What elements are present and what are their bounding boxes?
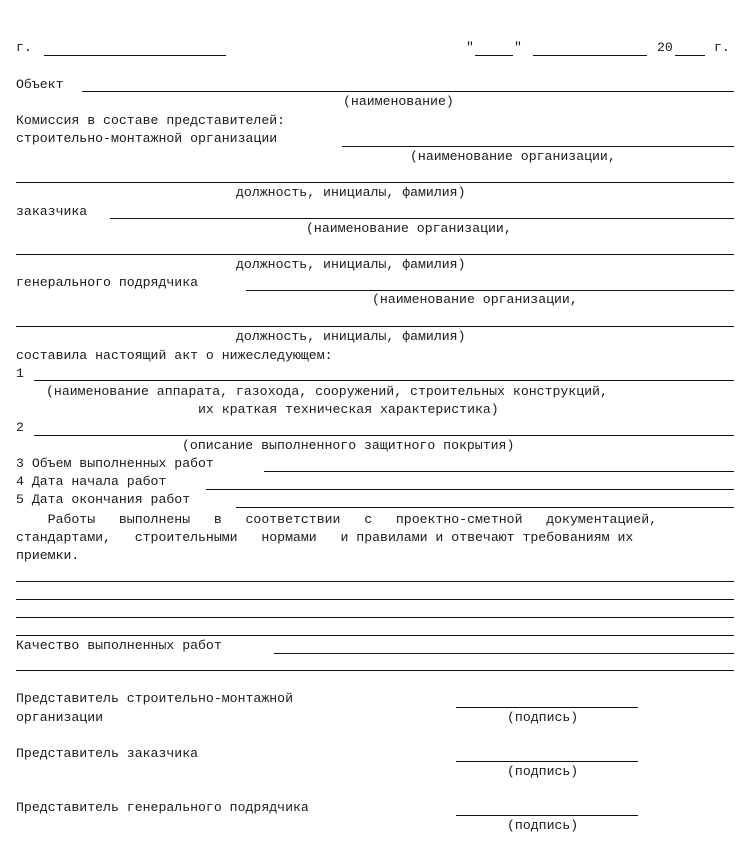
month-field[interactable]: [533, 55, 647, 56]
item2-hint: (описание выполненного защитного покрытия): [182, 438, 515, 453]
contractor-org-field[interactable]: [342, 146, 734, 147]
item5-label: 5 Дата окончания работ: [16, 492, 191, 507]
general-contractor-person-hint: должность, инициалы, фамилия): [236, 329, 466, 344]
customer-label: заказчика: [16, 204, 88, 219]
customer-person-hint: должность, инициалы, фамилия): [236, 257, 466, 272]
item3-label: 3 Объем выполненных работ: [16, 456, 214, 471]
item1-field[interactable]: [34, 380, 734, 381]
item2-field[interactable]: [34, 435, 734, 436]
object-field[interactable]: [82, 91, 734, 92]
rep-general-contractor-signature-field[interactable]: [456, 815, 638, 816]
item1-hint-line2: их краткая техническая характеристика): [198, 402, 499, 417]
rep-general-contractor-label: Представитель генерального подрядчика: [16, 800, 309, 815]
quality-field[interactable]: [274, 653, 734, 654]
act-intro: составила настоящий акт о нижеследующем:: [16, 348, 333, 363]
notes-line-2[interactable]: [16, 599, 734, 600]
rep-general-contractor-signature-hint: (подпись): [507, 818, 579, 833]
item1-number: 1: [16, 366, 24, 381]
commission-intro: Комиссия в составе представителей:: [16, 113, 286, 128]
object-hint: (наименование): [343, 94, 454, 109]
quality-field-line-2[interactable]: [16, 670, 734, 671]
city-field[interactable]: [44, 55, 226, 56]
customer-person-field[interactable]: [16, 254, 734, 255]
end-date-field[interactable]: [236, 507, 734, 508]
conclusion-line1: Работы выполнены в соответствии с проектно-сметной документацией,: [16, 512, 658, 527]
start-date-field[interactable]: [206, 489, 734, 490]
rep-customer-label: Представитель заказчика: [16, 746, 199, 761]
rep-customer-signature-hint: (подпись): [507, 764, 579, 779]
general-contractor-label: генерального подрядчика: [16, 275, 199, 290]
general-contractor-org-field[interactable]: [246, 290, 734, 291]
year-field[interactable]: [675, 55, 705, 56]
year-suffix: г.: [714, 40, 730, 55]
item4-label: 4 Дата начала работ: [16, 474, 167, 489]
rep-contractor-signature-hint: (подпись): [507, 710, 579, 725]
notes-line-1[interactable]: [16, 581, 734, 582]
item1-hint-line1: (наименование аппарата, газохода, сооружений, строительных конструкций,: [46, 384, 608, 399]
contractor-person-field[interactable]: [16, 182, 734, 183]
contractor-org-hint: (наименование организации,: [410, 149, 616, 164]
rep-contractor-label-line1: Представитель строительно-монтажной: [16, 691, 293, 706]
rep-customer-signature-field[interactable]: [456, 761, 638, 762]
city-label: г.: [16, 40, 32, 55]
notes-line-3[interactable]: [16, 617, 734, 618]
volume-field[interactable]: [264, 471, 734, 472]
day-quote-open: ": [466, 40, 474, 55]
conclusion-line3: приемки.: [16, 548, 80, 563]
contractor-person-hint: должность, инициалы, фамилия): [236, 185, 466, 200]
rep-contractor-label-line2: организации: [16, 710, 104, 725]
quality-label: Качество выполненных работ: [16, 638, 222, 653]
rep-contractor-signature-field[interactable]: [456, 707, 638, 708]
customer-org-hint: (наименование организации,: [306, 221, 512, 236]
contractor-label: строительно-монтажной организации: [16, 131, 278, 146]
general-contractor-person-field[interactable]: [16, 326, 734, 327]
object-label: Объект: [16, 77, 64, 92]
year-prefix: 20: [657, 40, 673, 55]
day-field[interactable]: [475, 55, 513, 56]
notes-line-4[interactable]: [16, 635, 734, 636]
conclusion-line2: стандартами, строительными нормами и правилами и отвечают требованиям их: [16, 530, 634, 545]
item2-number: 2: [16, 420, 24, 435]
customer-org-field[interactable]: [110, 218, 734, 219]
general-contractor-org-hint: (наименование организации,: [372, 292, 578, 307]
day-quote-close: ": [514, 40, 522, 55]
